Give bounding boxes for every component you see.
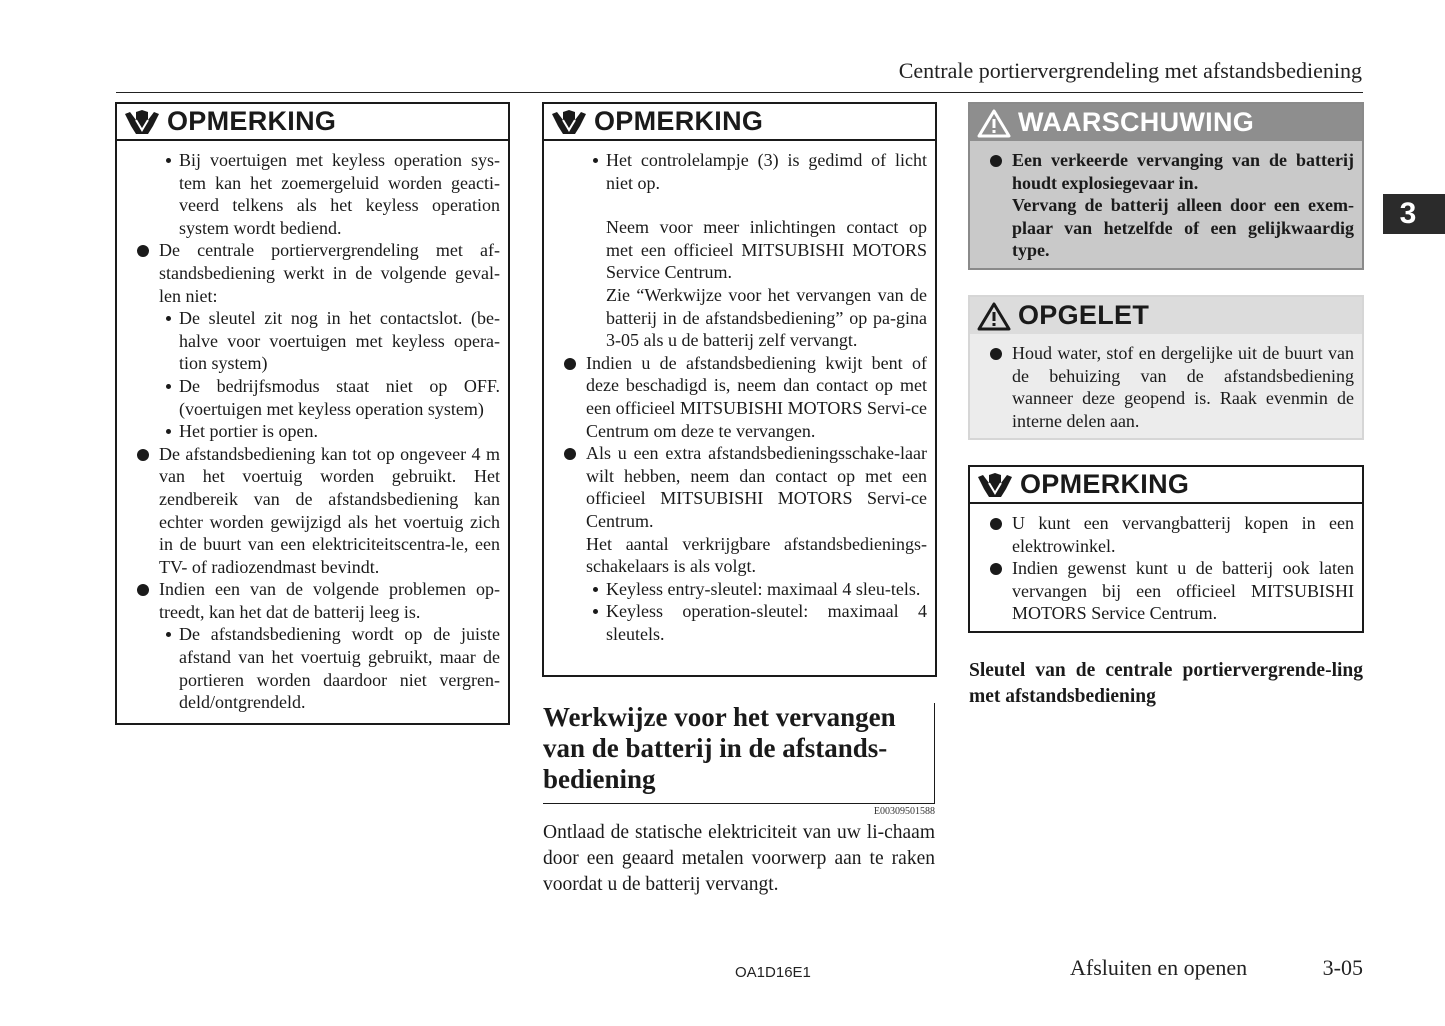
note-body [970, 504, 1362, 631]
paragraph: Het aantal verkrijgbare afstandsbedienings-schakelaars is als volgt. [586, 533, 927, 577]
sub-bullet-item: De sleutel zit nog in het contactslot. (be-halve voor voertuigen met keyless opera-tion system) [117, 307, 500, 375]
header-rule [116, 92, 1363, 93]
sub-bullet-item: De afstandsbediening wordt op de juiste afstand van het voertuig gebruikt, maar de portieren worden daardoor niet vergren-deld/ontgrendeld. [117, 623, 500, 713]
bullet-item: De centrale portiervergrendeling met af-standsbediening werkt in de volgende geval-len niet: [117, 239, 500, 307]
note-hand-icon [123, 108, 161, 136]
sub-bullet-item: Het controlelampje (3) is gedimd of licht niet op. [544, 149, 927, 194]
warning-heading-text: WAARSCHUWING [1018, 107, 1255, 137]
subheading: Sleutel van de centrale portiervergrende-ling met afstandsbediening [969, 660, 1363, 707]
paragraph: Zie “Werkwijze voor het vervangen van de batterij in de afstandsbediening” op pa-gina 3-05 als u de batterij zelf vervangt. [606, 284, 927, 351]
paragraph: Neem voor meer inlichtingen contact op met een officieel MITSUBISHI MOTORS Service Centrum. [606, 217, 927, 283]
bullet-item: Een verkeerde vervanging van de batterij houdt explosiegevaar in. [970, 149, 1354, 194]
page-number: 3-05 [1322, 955, 1363, 980]
bullet-item: Als u een extra afstandsbedieningsschake-laar wilt hebben, neem dan contact op met een officieel MITSUBISHI MOTORS Servi-ce Centrum. [544, 442, 927, 532]
note-heading [970, 467, 1362, 504]
note-heading [544, 104, 935, 141]
caution-heading-text: OPGELET [1018, 300, 1150, 330]
warning-box [968, 102, 1364, 270]
section-code: E00309501588 [873, 806, 935, 817]
footer-title: Afsluiten en openen [1070, 955, 1248, 980]
section-title: Werkwijze voor het vervangen van de batterij in de afstands-bediening [543, 702, 896, 794]
caution-heading [970, 297, 1362, 334]
note-heading-text: OPMERKING [594, 106, 764, 136]
bullet-item: Indien gewenst kunt u de batterij ook laten vervangen bij een officieel MITSUBISHI MOTORS Service Centrum. [970, 557, 1354, 625]
note-body [117, 141, 508, 720]
page-header-title: Centrale portiervergrendeling met afstandsbediening [898, 58, 1362, 83]
note-box-col3 [968, 465, 1364, 633]
warning-triangle-icon [976, 108, 1012, 138]
note-hand-icon [976, 471, 1014, 499]
paragraph: Vervang de batterij alleen door een exem-plaar van hetzelfde of een gelijkwaardig type. [1012, 195, 1354, 261]
caution-triangle-icon [976, 301, 1012, 331]
section-rule-vertical [934, 703, 935, 803]
note-heading-text: OPMERKING [167, 106, 337, 136]
section-body: Ontlaad de statische elektriciteit van uw li-chaam door een geaard metalen voorwerp aan te raken voordat u de batterij vervangt. [543, 822, 935, 895]
footer-code: OA1D16E1 [735, 964, 811, 981]
sub-bullet-item: Het portier is open. [117, 420, 500, 443]
caution-box [968, 295, 1364, 440]
caution-body [970, 334, 1362, 438]
bullet-item: Houd water, stof en dergelijke uit de buurt van de behuizing van de afstandsbediening wanneer deze geopend is. Raak evenmin de interne delen aan. [970, 342, 1354, 432]
sub-bullet-item: De bedrijfsmodus staat niet op OFF. (voertuigen met keyless operation system) [117, 375, 500, 420]
note-box-col2 [542, 102, 937, 677]
bullet-item: Indien u de afstandsbediening kwijt bent of deze beschadigd is, neem dan contact op met een officieel MITSUBISHI MOTORS Servi-ce Centrum om deze te vervangen. [544, 352, 927, 442]
warning-heading [970, 104, 1362, 141]
bullet-item: Indien een van de volgende problemen op-treedt, kan het dat de batterij leeg is. [117, 578, 500, 623]
warning-body [970, 141, 1362, 268]
note-hand-icon [550, 108, 588, 136]
note-heading-text: OPMERKING [1020, 469, 1190, 499]
section-rule-horizontal [543, 803, 935, 804]
sub-bullet-item: Keyless entry-sleutel: maximaal 4 sleu-tels. [544, 578, 927, 601]
sub-bullet-item: Keyless operation-sleutel: maximaal 4 sleutels. [544, 600, 927, 645]
note-box-col1 [115, 102, 510, 725]
chapter-tab: 3 [1383, 194, 1445, 234]
note-body [544, 141, 935, 651]
spacer [544, 194, 927, 216]
bullet-item: U kunt een vervangbatterij kopen in een elektrowinkel. [970, 512, 1354, 557]
note-heading [117, 104, 508, 141]
sub-bullet-item: Bij voertuigen met keyless operation sys-tem kan het zoemergeluid worden geacti-veerd telkens als het keyless operation system wordt bediend. [117, 149, 500, 239]
bullet-item: De afstandsbediening kan tot op ongeveer 4 m van het voertuig worden gebruikt. Het zendbereik van de afstandsbediening kan echter worden gewijzigd als het voertuig zich in de buurt van een elektriciteitscentra-le, een TV- of radiozendmast bevindt. [117, 443, 500, 579]
